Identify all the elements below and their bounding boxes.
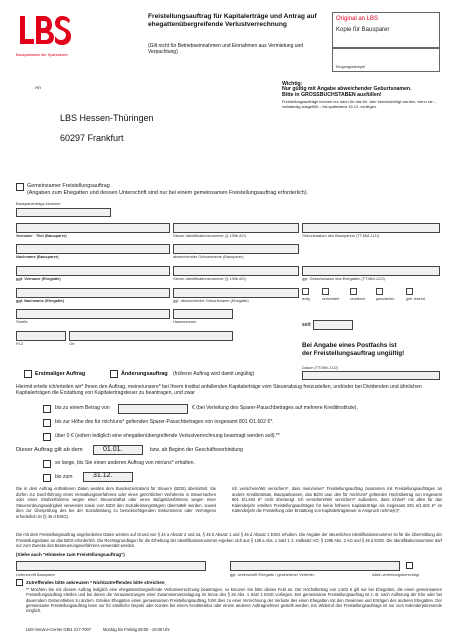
notice-line2: Bitte in GROSSBUCHSTABEN ausfüllen!: [282, 91, 382, 98]
ehe-steuer-id-label: Steuer-Identifikationsnummer (§ 139b AO): [173, 276, 246, 281]
footer-service: LBS-Service-Center 0361 217-7007: [26, 627, 92, 632]
status-option-ledig[interactable]: ledig: [302, 288, 328, 299]
ort-label: Ort: [69, 341, 75, 346]
postfach-line2: der Freistellungsauftrag ungültig!: [302, 350, 405, 357]
steuer-id-label: Steuer-Identifikationsnummer (§ 139b AO): [173, 233, 246, 238]
signature-ehegatte[interactable]: [230, 561, 400, 571]
contract-label: Bausparvertrags-Nummer: [16, 201, 61, 206]
ort-input[interactable]: [69, 331, 233, 341]
status-option-verheiratet[interactable]: verheiratet: [322, 288, 348, 299]
option2-checkbox[interactable]: [43, 419, 51, 427]
logo-subtext: Bausparkasse der Sparkassen: [16, 53, 68, 57]
option3-text: über 0 € (sofern lediglich eine ehegattenübergreifende Verlustverrechnung beantragt werden soll).**: [55, 433, 280, 439]
option1-text-a: bis zu einem Betrag von: [55, 405, 110, 411]
ehe-vorname-input[interactable]: [16, 266, 170, 276]
status-option-verwitwet[interactable]: verwitwet: [350, 288, 376, 299]
option1-text-b: € (bei Verteilung des Sparer-Pauschbetrages auf mehrere Kreditinstitute).: [192, 405, 358, 411]
erstmalig-label: Erstmaliger Auftrag: [35, 371, 86, 377]
bis-zum-label: bis zum: [55, 474, 73, 480]
footer-hours: Montag bis Freitag 08:00 - 18:00 Uhr: [103, 627, 170, 632]
geburtsdatum-input[interactable]: [302, 223, 440, 233]
footer-note: ** Möchten Sie mit diesem Auftrag lediglich eine ehegattenübergreifende Verlustverrechnung beantragen, so kreuzen Sie bitte dieses Feld an. Der Höchstbetrag von 1.602 € gilt nur bei Ehegatten, die einen gemeinsamen Freistellungsauftrag erteilen und bei denen die Voraussetzungen einer Zusammenveranlagung im Sinne des § 26 Abs. 1 Satz 1 EStG vorliegen. Der gemeinsame Freistellungsauftrag ist z. B. nach Auflösung der Ehe oder bei dauerndem Getrenntleben zu ändern. Erteilen Ehegatten einen gemeinsamen Freistellungsauftrag, führt dies zu einer Verrechnung der Verluste des einen Ehegatten mit den Gewinnen und Erträgen des anderen Ehegatten. Der gemeinsame Freistellungsauftrag kann nur für sämtliche Depots oder Konten bei einem Kreditinstitut oder einem anderen Auftragnehmer gestellt werden. Ein Widerruf des Freistellungsauftrags ist nur zum Kalenderjahresende möglich.: [26, 587, 442, 614]
aenderung-label: Änderungsauftrag: [121, 371, 168, 377]
abw-name-input[interactable]: [173, 244, 299, 254]
lbs-logo: [16, 12, 74, 60]
tick-legend-label: Zutreffendes bitte ankreuzen * Nichtzutreffendes bitte streichen: [26, 580, 165, 585]
copy-label: Kopie für Bausparer: [336, 27, 390, 33]
stamp-label: Eingangsstempel: [336, 65, 366, 69]
vorname-input[interactable]: [16, 223, 170, 233]
plz-input[interactable]: [16, 331, 66, 341]
postfach-line1: Bei Angabe eines Postfachs ist: [302, 342, 397, 349]
abw-name-label: abweichender Geburtsname (Bausparer): [173, 254, 244, 259]
nachname-label: Nachname (Bausparer): [16, 254, 59, 259]
so-lange-checkbox[interactable]: [43, 460, 51, 468]
joint-text: (Angaben zum Ehegatten und dessen Unterschrift sind nur bei einem gemeinsamen Freistellungsauftrag erforderlich).: [27, 190, 309, 196]
ehe-steuer-id-input[interactable]: [173, 266, 299, 276]
legal-right: Ich versichere/Wir versichern*, dass mein/unser* Freistellungsauftrag zusammen mit Freistellungsaufträgen an andere Kreditinstitute, Bausparkassen, das BZSt usw. den für mich/uns* geltenden Höchstbetrag von insgesamt 801 €/1.602 €* nicht übersteigt. Ich versichere/Wir versichern* außerdem, dass ich/wir* mit allen für das Kalenderjahr erteilten Freistellungsaufträgen für keine höheren Kapitalerträge als insgesamt 801 €/1.602 €* im Kalenderjahr die Freistellung oder Erstattung von Kapitalertragsteuer in Anspruch nehme(n)*.: [232, 486, 442, 513]
ehe-nachname-input[interactable]: [16, 288, 170, 298]
geburtsdatum-label: Geburtsdatum des Bausparers (TT.MM.JJJJ): [302, 233, 380, 238]
copy-box: [332, 12, 440, 48]
erstmalig-checkbox[interactable]: [24, 370, 32, 378]
datum-label: Datum (TT.MM.JJJJ): [302, 365, 338, 370]
ehe-abw-name-label: ggf. abweichender Geburtsname (Ehegatte): [173, 298, 249, 303]
alleinvertretung-label: Allein vertretungsberechtigt: [372, 572, 420, 577]
gilt-ab-value: 01.01.: [103, 446, 123, 453]
seit-label: seit: [302, 322, 311, 328]
legal-left: Die in dem Auftrag enthaltenen Daten werden dem Bundeszentralamt für Steuern (BZSt) übermittelt. Sie dürfen zur Durchführung eines Verwaltungsverfahrens oder eines gerichtlichen Verfahrens in Steuersachen oder eines Strafverfahrens wegen einer Steuerstraftat oder eines Bußgeldverfahrens wegen einer Steuerordnungswidrigkeit verwendet sowie vom BZSt den Sozialleistungsträgern übermittelt werden, soweit dies zur Überprüfung des bei der Sozialleistung zu berücksichtigenden Einkommens oder Vermögens erforderlich ist (§ 45 d EStG).: [16, 486, 216, 519]
notice-line1: Nur gültig mit Angabe abweichender Geburtsnamen.: [282, 86, 412, 93]
lbs-logo-icon: [16, 12, 74, 52]
form-subtitle: (Gilt nicht für Betriebseinnahmen und Einnahmen aus Vermietung und Verpachtung): [148, 43, 304, 56]
option1-checkbox[interactable]: [43, 405, 51, 413]
strasse-input[interactable]: [16, 309, 170, 319]
status-option-geschieden[interactable]: geschieden: [376, 288, 402, 299]
status-group: [302, 288, 442, 306]
sig-bausparer-label: Unterschrift Bausparer: [16, 572, 55, 577]
bis-zum-checkbox[interactable]: [43, 474, 51, 482]
ehe-geburtsdatum-label: ggf. Geburtsdatum des Ehegatten (TT.MM.JJJJ): [302, 276, 385, 281]
ehe-geburtsdatum-input[interactable]: [302, 266, 440, 276]
so-lange-text: so lange, bis Sie einen anderen Auftrag von mir/uns* erhalten.: [55, 460, 195, 466]
ehe-nachname-label: ggf. Nachname (Ehegatte): [16, 298, 64, 303]
original-label: Original an LBS: [336, 16, 379, 22]
stamp-box: [332, 48, 440, 72]
joint-checkbox[interactable]: [16, 183, 24, 191]
hausnummer-label: Hausnummer: [173, 319, 197, 324]
aenderung-checkbox[interactable]: [110, 370, 118, 378]
alleinvertretung-checkbox[interactable]: [406, 562, 413, 569]
betrag-input[interactable]: [118, 404, 188, 414]
steuer-id-input[interactable]: [173, 223, 299, 233]
status-option-getrennt[interactable]: getr. lebend: [406, 288, 436, 299]
tick-legend-box: [16, 579, 23, 586]
joint-label: Gemeinsamer Freistellungsauftrag: [27, 183, 110, 189]
datum-input[interactable]: [302, 371, 440, 380]
legal-hint: (Siehe auch "Hinweise zum Freistellungsauftrag"): [16, 552, 125, 557]
recipient-city: 60297 Frankfurt: [60, 133, 124, 143]
plz-label: PLZ: [16, 341, 24, 346]
gilt-ab-tail: bzw. ab Beginn der Geschäftsverbindung: [150, 447, 243, 453]
intro-text: Hiermit erteile ich/erteilen wir* Ihnen den Auftrag, meine/unsere* bei Ihrem Institut anfallenden Kapitalerträge vom Steuerabzug freizustellen, und/oder bei Dividenden und ähnlichen Kapitalerträgen die Erstattung von Kapitalertragsteuer zu beantragen, und zwar: [16, 384, 422, 397]
sig-ehegatte-label: ggf. Unterschrift Ehegatte / gesetzlicher Vertreter: [230, 572, 315, 577]
bis-zum-value: 31.12.: [93, 472, 113, 479]
an-label: An: [35, 85, 41, 90]
form-title: Freistellungsauftrag für Kapitalerträge und Antrag auf ehegattenübergreifende Verlustverrechnung: [148, 13, 317, 28]
ehe-abw-name-input[interactable]: [173, 288, 299, 298]
option3-checkbox[interactable]: [43, 433, 51, 441]
nachname-input[interactable]: [16, 244, 170, 254]
hausnummer-input[interactable]: [173, 309, 233, 319]
form-number: [0, 565, 1, 595]
vorname-label: Vorname · Titel (Bausparer): [16, 233, 67, 238]
option2-text: bis zur Höhe des für mich/uns* geltenden Sparer-Pauschbetrages von insgesamt 801 €/1.602 €*.: [55, 419, 274, 425]
notice-block: [282, 82, 442, 110]
ehe-vorname-label: ggf. Vorname (Ehegatte): [16, 276, 61, 281]
aenderung-note: (früherer Auftrag wird damit ungültig): [173, 371, 255, 377]
notice-title: Wichtig:: [282, 81, 303, 87]
seit-input[interactable]: [313, 320, 353, 330]
legal-full: Die mit dem Freistellungsauftrag angeforderten Daten werden auf Grund von § 44 a Absatz 2 und 2a, § 45 b Absatz 1 und § 45 d Absatz 1 EStG erhoben. Die Angabe der steuerlichen Identifikationsnummer ist für die Übermittlung der Freistellungsdaten an das BZSt erforderlich. Die Rechtsgrundlagen für die Erhebung der Identifikationsnummer ergeben sich aus § 139 a Abs. 1 Satz 1 2. Halbsatz AO, § 139b Abs. 2 AO und § 45 d EStG. Die Identifikationsnummer darf nur zum Zwecke des Besteuerungsverfahrens verwendet werden.: [16, 532, 442, 548]
notice-text: Freistellungsaufträge können nur dann für das lfd. Jahr berücksichtigt werden, wenn sie – vollständig ausgefüllt – bis spätestens 15.12. vorliegen.: [282, 99, 436, 110]
signature-bausparer[interactable]: [16, 561, 206, 571]
contract-input[interactable]: [16, 208, 111, 217]
recipient-name: LBS Hessen-Thüringen: [60, 113, 154, 123]
gilt-ab-label: Dieser Auftrag gilt ab dem: [16, 447, 83, 453]
strasse-label: Straße: [16, 319, 28, 324]
